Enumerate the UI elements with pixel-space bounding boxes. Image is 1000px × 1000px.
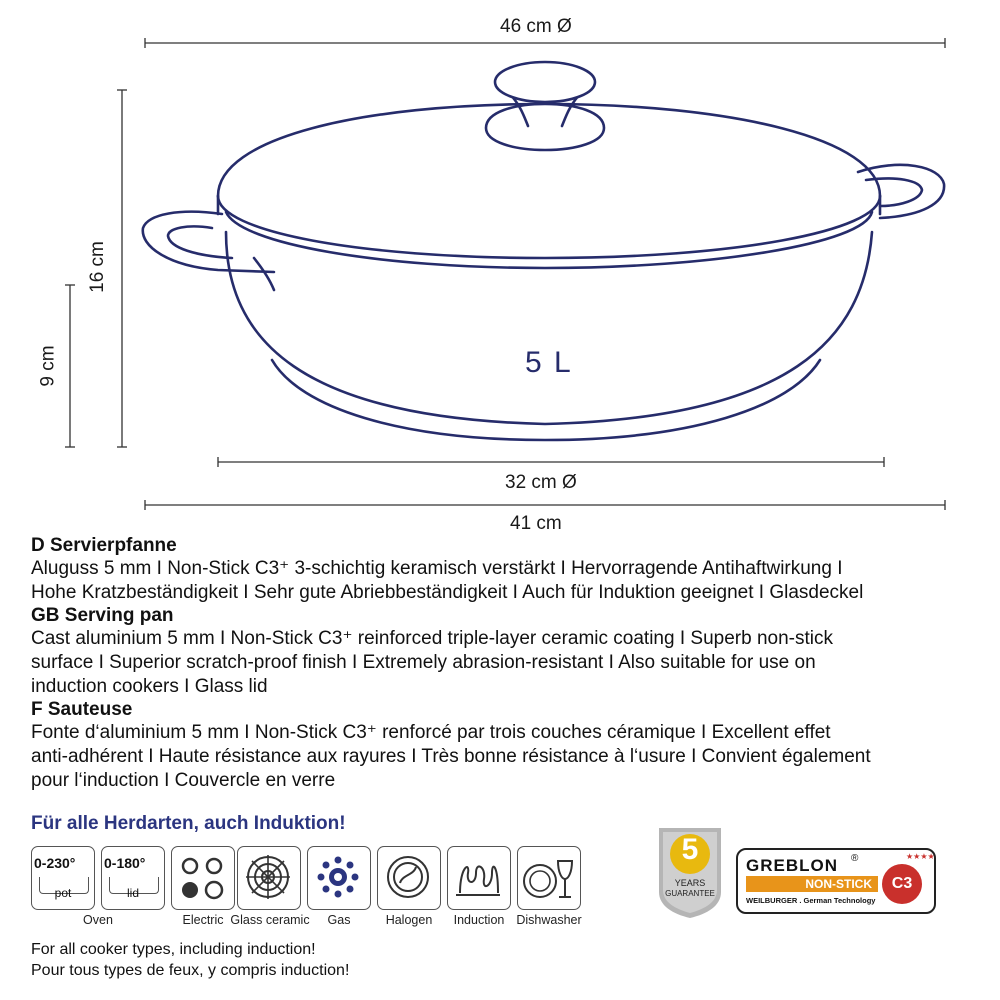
dim-overall-width: 41 cm [510, 513, 562, 534]
greblon-sub: NON-STICK [746, 876, 878, 892]
guarantee-text: GUARANTEE [665, 889, 715, 898]
guarantee-number: 5 [681, 833, 699, 866]
section-gb [31, 605, 991, 699]
section-fr [31, 699, 991, 793]
electric-icon [171, 846, 235, 910]
section-title: F Sauteuse [31, 699, 133, 720]
oven-pot-temp: 0-230° [34, 855, 76, 871]
section-line: induction cookers I Glass lid [31, 676, 268, 697]
section-line: anti-adhérent I Haute résistance aux rayures I Très bonne résistance à l‘usure I Convient également [31, 746, 871, 767]
oven-lid-icon [101, 846, 165, 910]
cooker-label: Glass ceramic [230, 913, 310, 927]
greblon-trademark: ® [851, 853, 859, 864]
cooker-heading: Für alle Herdarten, auch Induktion! [31, 813, 346, 834]
footer-fr: Pour tous types de feux, y compris induction! [31, 962, 350, 979]
greblon-brand: GREBLON [746, 856, 838, 875]
cooker-label: Dishwasher [516, 913, 582, 927]
section-de [31, 535, 991, 605]
section-line: Hohe Kratzbeständigkeit I Sehr gute Abriebbeständigkeit I Auch für Induktion geeignet I Glasdeckel [31, 582, 864, 603]
section-line: Aluguss 5 mm I Non-Stick C3⁺ 3-schichtig keramisch verstärkt I Hervorragende Antihaftwirkung I [31, 558, 843, 579]
oven-pot-icon [31, 846, 95, 910]
cooker-label: Halogen [385, 913, 433, 927]
gas-icon [307, 846, 371, 910]
volume-label: 5 L [525, 346, 573, 379]
dim-body-height: 9 cm [37, 345, 59, 387]
halogen-icon [377, 846, 441, 910]
guarantee-years: YEARS [674, 878, 706, 888]
product-descriptions [31, 535, 991, 793]
greblon-grade: C3 [882, 864, 922, 904]
section-line: surface I Superior scratch-proof finish I Extremely abrasion-resistant I Also suitable for use on [31, 652, 816, 673]
pan-outline [143, 62, 944, 440]
oven-pot-label: pot [54, 886, 72, 900]
cooker-label: Induction [453, 913, 505, 927]
induction-icon [447, 846, 511, 910]
footer-en: For all cooker types, including induction! [31, 941, 316, 958]
section-line: Fonte d‘aluminium 5 mm I Non-Stick C3⁺ renforcé par trois couches céramique I Excellent effet [31, 722, 831, 743]
dim-total-height: 16 cm [86, 241, 108, 293]
section-line: pour l‘induction I Couvercle en verre [31, 770, 336, 791]
greblon-stars-icon: ★★★★ [906, 852, 935, 861]
cooker-label: Gas [327, 913, 351, 927]
cooker-label: Electric [182, 913, 224, 927]
dishwasher-icon [517, 846, 581, 910]
oven-label: Oven [83, 913, 113, 927]
oven-lid-temp: 0-180° [104, 855, 146, 871]
section-title: D Servierpfanne [31, 535, 177, 556]
section-title: GB Serving pan [31, 605, 174, 626]
glass-ceramic-icon [237, 846, 301, 910]
section-line: Cast aluminium 5 mm I Non-Stick C3⁺ reinforced triple-layer ceramic coating I Superb non-stick [31, 628, 833, 649]
dim-bottom-diameter: 32 cm Ø [505, 472, 577, 493]
guarantee-badge [655, 822, 725, 922]
dim-top-width: 46 cm Ø [500, 16, 572, 37]
oven-lid-label: lid [126, 886, 139, 900]
greblon-logo [736, 848, 936, 914]
greblon-tagline: WEILBURGER . German Technology [746, 896, 876, 905]
